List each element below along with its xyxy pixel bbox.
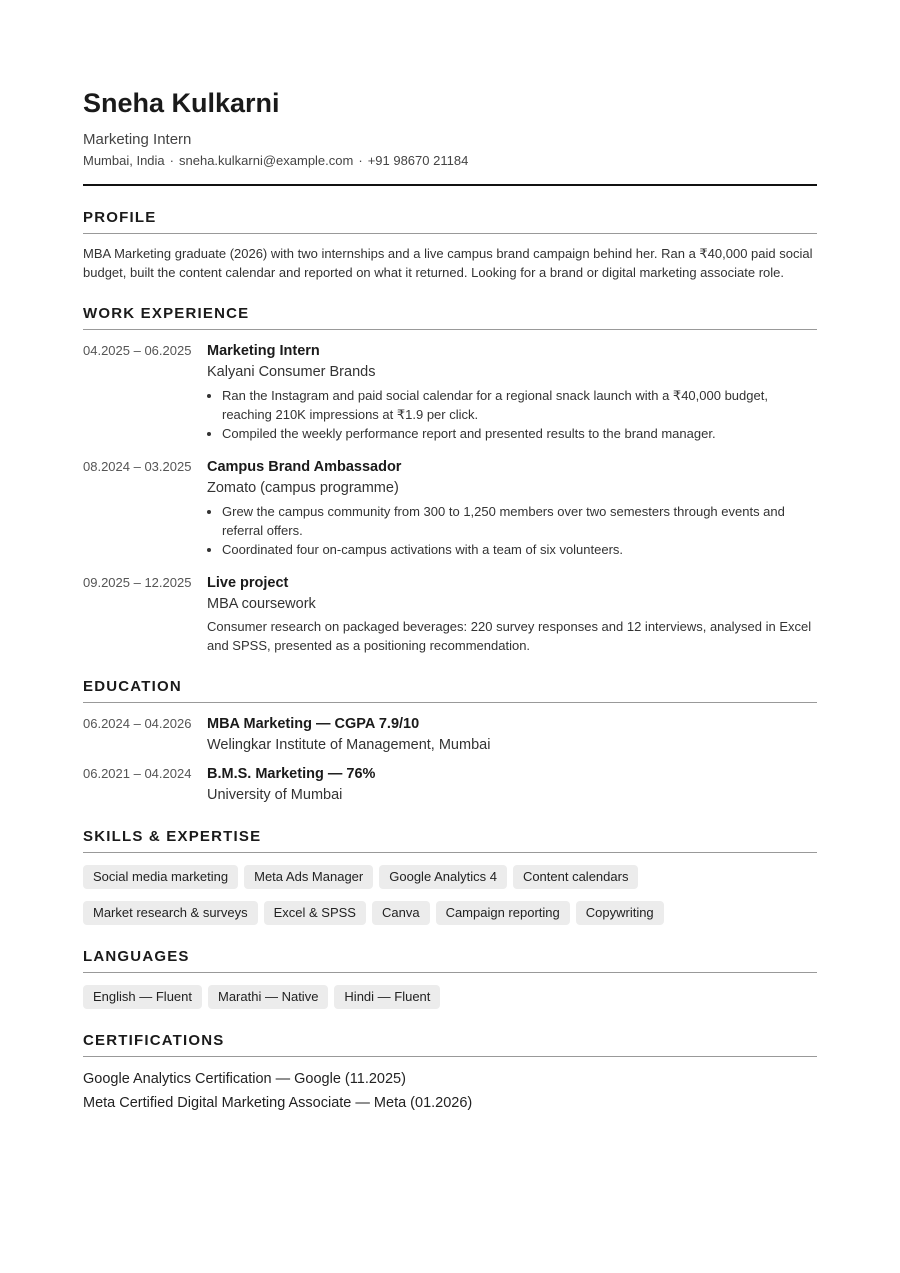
bullet-item: • Compiled the weekly performance report and presented results to the brand manager. xyxy=(222,424,817,443)
entry-role: Live project xyxy=(207,575,289,591)
entry-date: 06.2021 – 04.2024 xyxy=(83,766,192,781)
experience-entry xyxy=(83,342,817,443)
entry-body xyxy=(207,715,817,755)
profile-heading: PROFILE xyxy=(83,208,817,234)
certification-list xyxy=(83,1067,817,1115)
language-tag: Marathi — Native xyxy=(208,985,328,1009)
experience-section xyxy=(83,304,817,655)
languages-section xyxy=(83,947,817,1009)
experience-entry xyxy=(83,458,817,559)
experience-heading: WORK EXPERIENCE xyxy=(83,304,817,330)
entry-degree: MBA Marketing — CGPA 7.9/10 xyxy=(207,716,420,732)
skill-tag: Social media marketing xyxy=(83,865,238,889)
education-heading: EDUCATION xyxy=(83,677,817,703)
skill-tag: Excel & SPSS xyxy=(264,901,366,925)
profile-summary: MBA Marketing graduate (2026) with two internships and a live campus brand campaign behind her. Ran a ₹40,000 paid social budget, built the content calendar and reported on what it returned. Looking for a brand or digital marketing associate role. xyxy=(83,246,813,280)
entry-date: 04.2025 – 06.2025 xyxy=(83,343,192,358)
certification-item: Meta Certified Digital Marketing Associate — Meta (01.2026) xyxy=(83,1095,473,1111)
skills-section xyxy=(83,827,817,925)
resume-page xyxy=(83,86,817,1115)
entry-description: Consumer research on packaged beverages: 220 survey responses and 12 interviews, analysed in Excel and SPSS, presented as a positioning recommendation. xyxy=(207,619,812,653)
candidate-title: Marketing Intern xyxy=(83,131,192,148)
candidate-name: Sneha Kulkarni xyxy=(83,88,280,118)
skill-tag: Content calendars xyxy=(513,865,639,889)
entry-body xyxy=(207,765,817,805)
contact-line xyxy=(83,152,817,170)
entry-body xyxy=(207,574,817,655)
contact-separator: · xyxy=(358,153,363,168)
skills-tags xyxy=(83,865,817,925)
skill-tag: Campaign reporting xyxy=(436,901,570,925)
bullet-item: • Ran the Instagram and paid social calendar for a regional snack launch with a ₹40,000 budget, reaching 210K impressions at ₹1.9 per click. xyxy=(222,386,817,424)
entry-organization: Zomato (campus programme) xyxy=(207,480,399,496)
entry-date: 08.2024 – 03.2025 xyxy=(83,459,192,474)
contact-separator: · xyxy=(169,153,174,168)
entry-degree: B.M.S. Marketing — 76% xyxy=(207,766,376,782)
skill-tag: Google Analytics 4 xyxy=(379,865,507,889)
certification-item: Google Analytics Certification — Google (11.2025) xyxy=(83,1071,406,1087)
entry-bullets xyxy=(207,502,817,559)
entry-role: Marketing Intern xyxy=(207,343,320,359)
experience-entry xyxy=(83,574,817,655)
entry-school: University of Mumbai xyxy=(207,787,343,803)
education-section xyxy=(83,677,817,805)
language-tag: Hindi — Fluent xyxy=(334,985,440,1009)
contact-location: Mumbai, India xyxy=(83,153,165,168)
entry-organization: MBA coursework xyxy=(207,596,316,612)
entry-date: 06.2024 – 04.2026 xyxy=(83,716,192,731)
skill-tag: Copywriting xyxy=(576,901,664,925)
entry-body xyxy=(207,458,817,559)
contact-phone[interactable]: +91 98670 21184 xyxy=(367,153,469,168)
contact-email[interactable]: sneha.kulkarni@example.com xyxy=(179,153,354,168)
languages-heading: LANGUAGES xyxy=(83,947,817,973)
skill-tag: Canva xyxy=(372,901,430,925)
skills-heading: SKILLS & EXPERTISE xyxy=(83,827,817,853)
bullet-item: • Coordinated four on-campus activations with a team of six volunteers. xyxy=(222,540,817,559)
skill-tag: Meta Ads Manager xyxy=(244,865,373,889)
certifications-section xyxy=(83,1031,817,1115)
bullet-item: • Grew the campus community from 300 to 1,250 members over two semesters through events and referral offers. xyxy=(222,502,817,540)
education-entry xyxy=(83,765,817,805)
entry-school: Welingkar Institute of Management, Mumbai xyxy=(207,737,491,753)
entry-organization: Kalyani Consumer Brands xyxy=(207,364,376,380)
entry-body xyxy=(207,342,817,443)
entry-bullets xyxy=(207,386,817,443)
language-tag: English — Fluent xyxy=(83,985,202,1009)
languages-tags xyxy=(83,985,817,1009)
entry-date: 09.2025 – 12.2025 xyxy=(83,575,192,590)
header-divider xyxy=(83,184,817,186)
profile-section xyxy=(83,208,817,282)
resume-header xyxy=(83,86,817,186)
education-entry xyxy=(83,715,817,755)
certifications-heading: CERTIFICATIONS xyxy=(83,1031,817,1057)
skill-tag: Market research & surveys xyxy=(83,901,258,925)
entry-role: Campus Brand Ambassador xyxy=(207,459,402,475)
